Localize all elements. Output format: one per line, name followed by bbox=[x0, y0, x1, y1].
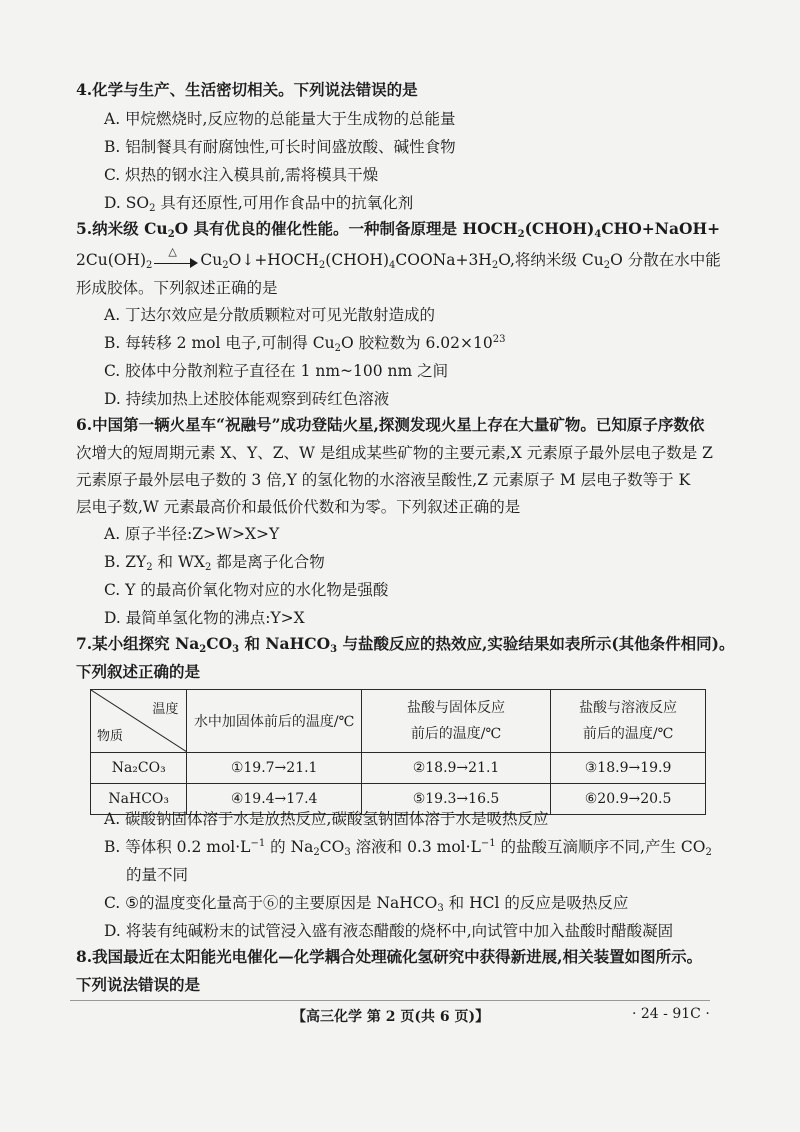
q5-option-a: A. 丁达尔效应是分散质颗粒对可见光散射造成的 bbox=[104, 306, 436, 324]
q4-option-a: A. 甲烷燃烧时,反应物的总能量大于生成物的总能量 bbox=[104, 110, 456, 128]
q6-option-a: A. 原子半径:Z>W>X>Y bbox=[104, 525, 280, 543]
heating-arrow-icon: △ bbox=[154, 254, 198, 268]
footer-divider bbox=[70, 1000, 710, 1001]
q6-stem-line1: 6.中国第一辆火星车“祝融号”成功登陆火星,探测发现火星上存在大量矿物。已知原子序数依 bbox=[76, 415, 705, 434]
table-header-diagonal bbox=[91, 690, 187, 753]
table-cell: ②18.9→21.1 bbox=[361, 753, 550, 784]
experiment-results-table bbox=[90, 689, 706, 815]
q6-option-c: C. Y 的最高价氧化物对应的水化物是强酸 bbox=[104, 581, 389, 599]
q5-option-c: C. 胶体中分散剂粒子直径在 1 nm~100 nm 之间 bbox=[104, 362, 449, 380]
header-temperature: 温度 bbox=[152, 702, 179, 717]
table-cell: ④19.4→17.4 bbox=[187, 784, 362, 815]
q4-stem: 4.化学与生产、生活密切相关。下列说法错误的是 bbox=[76, 80, 418, 99]
table-cell: ①19.7→21.1 bbox=[187, 753, 362, 784]
q7-option-b: B. 等体积 0.2 $mol\cdot L^{-1}$ 的 $Na_2CO_3$ 溶液和 0.3 $mol\cdot L^{-1}$ 的盐酸互滴顺序不同,产生 $CO_2$ bbox=[104, 838, 712, 858]
table-row bbox=[91, 753, 706, 784]
q7-option-b-line2: 的量不同 bbox=[126, 866, 189, 884]
table-cell: ⑥20.9→20.5 bbox=[551, 784, 706, 815]
q7-option-c: C. ⑤的温度变化量高于⑥的主要原因是 NaHCO$_3$ 和 HCl 的反应是吸热反应 bbox=[104, 894, 629, 914]
q5-equation-line: $2Cu(OH)_2$ △ $Cu_2O↓+HOCH_2(CHOH)_4COONa+3H_2O$,将纳米级 $Cu_2O$ 分散在水中能 bbox=[76, 245, 721, 271]
q5-stem-line3: 形成胶体。下列叙述正确的是 bbox=[76, 279, 278, 297]
q4-option-b: B. 铝制餐具有耐腐蚀性,可长时间盛放酸、碱性食物 bbox=[104, 138, 456, 156]
q8-stem-line1: 8.我国最近在太阳能光电催化—化学耦合处理硫化氢研究中获得新进展,相关装置如图所示。 bbox=[76, 947, 703, 966]
q6-stem-line3: 元素原子最外层电子数的 3 倍,Y 的氢化物的水溶液呈酸性,Z 元素原子 M 层电子数等于 K bbox=[76, 471, 691, 489]
header-col2: 盐酸与固体反应 前后的温度/℃ bbox=[361, 690, 550, 753]
q5-option-b: B. 每转移 2 mol 电子,可制得 $Cu_2O$ 胶粒数为 $6.02\times 10^{23}$ bbox=[104, 334, 506, 354]
page-footer: 【高三化学 第 2 页(共 6 页)】 bbox=[292, 1009, 490, 1025]
row1-substance: Na₂CO₃ bbox=[91, 753, 187, 784]
q6-stem-line2: 次增大的短周期元素 X、Y、Z、W 是组成某些矿物的主要元素,X 元素原子最外层电子数是 Z bbox=[76, 444, 713, 462]
q4-option-d: D. $SO_2$ 具有还原性,可用作食品中的抗氧化剂 bbox=[104, 194, 414, 214]
q5-option-d: D. 持续加热上述胶体能观察到砖红色溶液 bbox=[104, 390, 390, 408]
q6-stem-line4: 层电子数,W 元素最高价和最低价代数和为零。下列叙述正确的是 bbox=[76, 498, 521, 516]
q6-option-b: B. $ZY_2$ 和 $WX_2$ 都是离子化合物 bbox=[104, 553, 325, 573]
q7-option-a: A. 碳酸钠固体溶于水是放热反应,碳酸氢钠固体溶于水是吸热反应 bbox=[104, 810, 549, 828]
header-substance: 物质 bbox=[97, 729, 124, 744]
q8-stem-line2: 下列说法错误的是 bbox=[76, 975, 201, 994]
header-col1: 水中加固体前后的温度/℃ bbox=[187, 690, 362, 753]
q7-option-d: D. 将装有纯碱粉末的试管浸入盛有液态醋酸的烧杯中,向试管中加入盐酸时醋酸凝固 bbox=[104, 922, 674, 940]
exam-code: · 24 - 91C · bbox=[632, 1006, 710, 1022]
q4-option-c: C. 炽热的钢水注入模具前,需将模具干燥 bbox=[104, 166, 379, 184]
q7-stem-line1: 7.某小组探究 $Na_2CO_3$ 和 NaHCO$_3$ 与盐酸反应的热效应,实验结果如表所示(其他条件相同)。 bbox=[76, 634, 735, 655]
header-col3: 盐酸与溶液反应 前后的温度/℃ bbox=[551, 690, 706, 753]
row2-substance: NaHCO₃ bbox=[91, 784, 187, 815]
q7-stem-line2: 下列叙述正确的是 bbox=[76, 662, 201, 681]
q6-option-d: D. 最简单氢化物的沸点:Y>X bbox=[104, 609, 305, 627]
q5-stem-line1: 5.纳米级 $Cu_2O$ 具有优良的催化性能。一种制备原理是 $HOCH_2(CHOH)_4CHO+NaOH+$ bbox=[76, 219, 721, 240]
table-cell: ③18.9→19.9 bbox=[551, 753, 706, 784]
table-cell: ⑤19.3→16.5 bbox=[361, 784, 550, 815]
